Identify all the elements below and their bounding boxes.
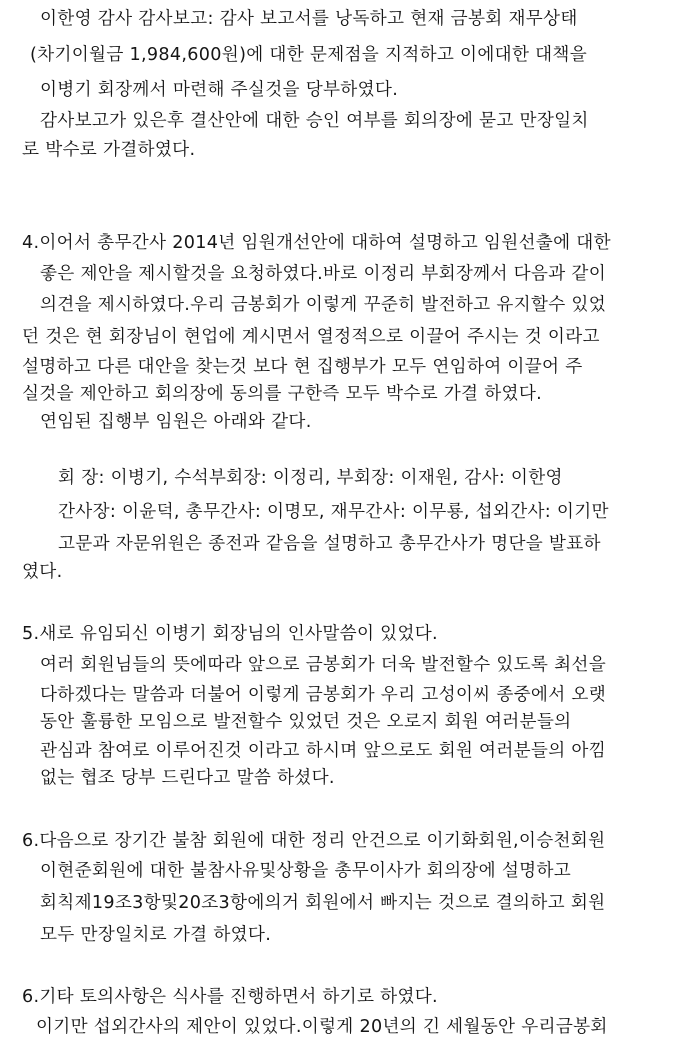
- text-line: 이병기 회장께서 마련해 주실것을 당부하였다.: [40, 80, 399, 100]
- text-line: 실것을 제안하고 회의장에 동의를 구한즉 모두 박수로 가결 하였다.: [22, 384, 543, 404]
- text-line: (차기이월금 1,984,600원)에 대한 문제점을 지적하고 이에대한 대책을: [30, 45, 588, 65]
- text-line: 의견을 제시하였다.우리 금봉회가 이렇게 꾸준히 발전하고 유지할수 있었: [40, 295, 607, 315]
- text-line: 설명하고 다른 대안을 찾는것 보다 현 집행부가 모두 연임하여 이끌어 주: [22, 357, 583, 377]
- text-line: 연임된 집행부 임원은 아래와 같다.: [40, 412, 312, 432]
- text-line: 4.이어서 총무간사 2014년 임원개선안에 대하여 설명하고 임원선출에 대한: [22, 233, 611, 253]
- text-line: 좋은 제안을 제시할것을 요청하였다.바로 이정리 부회장께서 다음과 같이: [40, 264, 607, 284]
- text-line: 던 것은 현 회장님이 현업에 계시면서 열정적으로 이끌어 주시는 것 이라고: [22, 327, 600, 347]
- text-line: 다하겠다는 말씀과 더불어 이렇게 금봉회가 우리 고성이씨 종중에서 오랫: [40, 685, 607, 705]
- text-line: 감사보고가 있은후 결산안에 대한 승인 여부를 회의장에 묻고 만장일치: [40, 111, 589, 131]
- text-line: 이현준회원에 대한 불참사유및상황을 총무이사가 회의장에 설명하고: [40, 861, 572, 881]
- text-line: 간사장: 이윤덕, 총무간사: 이명모, 재무간사: 이무룡, 섭외간사: 이기만: [58, 502, 609, 522]
- text-line: 였다.: [22, 562, 63, 582]
- text-line: 6.기타 토의사항은 식사를 진행하면서 하기로 하였다.: [22, 987, 438, 1007]
- text-line: 여러 회원님들의 뜻에따라 앞으로 금봉회가 더욱 발전할수 있도록 최선을: [40, 655, 607, 675]
- text-line: 고문과 자문위원은 종전과 같음을 설명하고 총무간사가 명단을 발표하: [58, 534, 601, 554]
- text-line: 6.다음으로 장기간 불참 회원에 대한 정리 안건으로 이기화회원,이승천회원: [22, 831, 606, 851]
- text-line: 관심과 참여로 이루어진것 이라고 하시며 앞으로도 회원 여러분들의 아낌: [40, 741, 607, 761]
- text-line: 이기만 섭외간사의 제안이 있었다.이렇게 20년의 긴 세월동안 우리금봉회: [36, 1017, 608, 1037]
- text-line: 동안 훌륭한 모임으로 발전할수 있었던 것은 오로지 회원 여러분들의: [40, 712, 572, 732]
- text-line: 모두 만장일치로 가결 하였다.: [40, 925, 272, 945]
- text-line: 회 장: 이병기, 수석부회장: 이정리, 부회장: 이재원, 감사: 이한영: [58, 468, 563, 488]
- text-line: 없는 협조 당부 드린다고 말씀 하셨다.: [40, 768, 335, 788]
- text-line: 회칙제19조3항및20조3항에의거 회원에서 빠지는 것으로 결의하고 회원: [40, 893, 606, 913]
- text-line: 이한영 감사 감사보고: 감사 보고서를 낭독하고 현재 금봉회 재무상태: [40, 9, 578, 29]
- text-line: 5.새로 유임되신 이병기 회장님의 인사말씀이 있었다.: [22, 624, 438, 644]
- text-line: 로 박수로 가결하였다.: [22, 140, 196, 160]
